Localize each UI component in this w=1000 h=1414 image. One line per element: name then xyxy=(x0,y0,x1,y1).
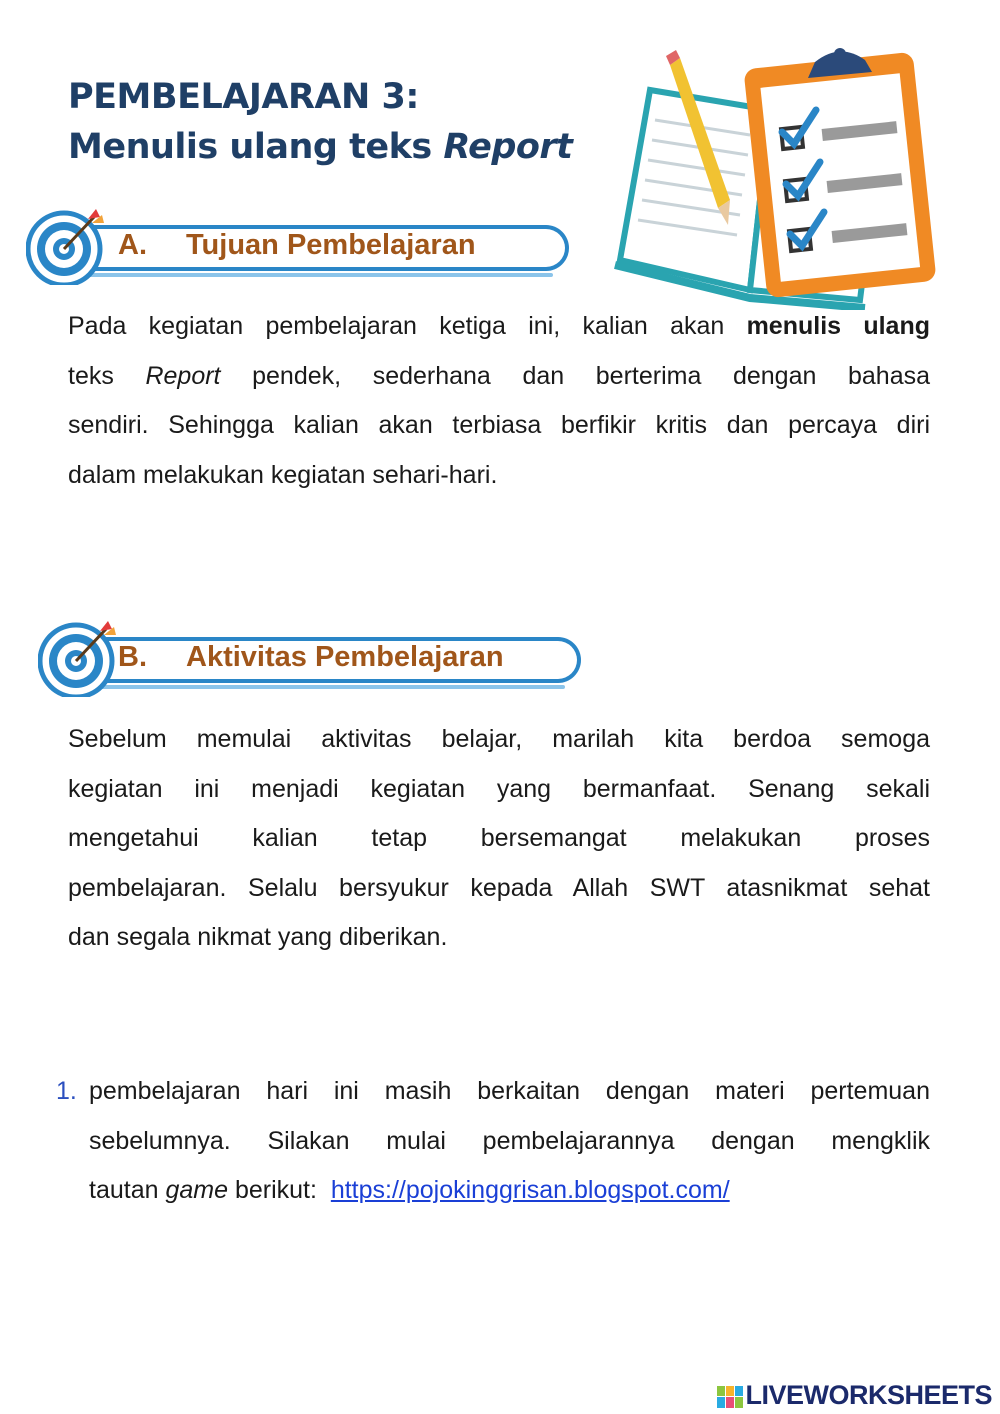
section-a-heading-text: Tujuan Pembelajaran xyxy=(186,229,476,261)
list-text: berikut: xyxy=(228,1176,331,1204)
para-italic-text: Report xyxy=(145,361,221,390)
list-text: tautan xyxy=(89,1176,166,1204)
para-line: kegiatan ini menjadi kegiatan yang bermanfaat. Senang sekali xyxy=(68,774,930,803)
list-line xyxy=(89,1166,930,1216)
checklist-clipboard-illustration xyxy=(610,40,940,310)
section-a-heading xyxy=(26,205,571,285)
section-a-title xyxy=(118,229,476,262)
para-line: sendiri. Sehingga kalian akan terbiasa berfikir kritis dan percaya diri xyxy=(68,411,930,439)
para-text: teks xyxy=(68,361,146,390)
title-line-2-italic: Report xyxy=(443,127,573,167)
section-b-heading-text: Aktivitas Pembelajaran xyxy=(186,641,504,673)
para-line: dan segala nikmat yang diberikan. xyxy=(68,923,448,951)
para-line: pembelajaran. Selalu bersyukur kepada Allah SWT atasnikmat sehat xyxy=(68,873,930,902)
section-a-letter: A. xyxy=(118,229,147,261)
para-line xyxy=(68,302,930,352)
clipboard-icon xyxy=(743,48,936,298)
title-line-2-text: Menulis ulang teks xyxy=(68,127,444,167)
section-b-letter: B. xyxy=(118,641,147,673)
game-link[interactable]: https://pojokinggrisan.blogspot.com/ xyxy=(330,1176,730,1204)
title-line-1: PEMBELAJARAN 3: xyxy=(68,77,419,117)
section-a-paragraph xyxy=(68,302,930,500)
title-line-2 xyxy=(68,122,572,172)
para-bold-text: menulis ulang xyxy=(746,312,930,340)
para-text: pendek, sederhana dan berterima dengan bahasa xyxy=(220,361,931,390)
para-line xyxy=(68,352,930,402)
list-line: pembelajaran hari ini masih berkaitan dengan materi pertemuan xyxy=(89,1077,930,1105)
liveworksheets-logo-icon xyxy=(717,1386,743,1408)
section-b-heading xyxy=(38,617,583,697)
section-b-paragraph xyxy=(68,715,930,963)
list-line: sebelumnya. Silakan mulai pembelajarannya dengan mengklik xyxy=(89,1126,930,1155)
list-number: 1. xyxy=(56,1077,77,1105)
page-title xyxy=(68,72,572,172)
para-text: Pada kegiatan pembelajaran ketiga ini, kalian akan xyxy=(68,312,747,340)
list-italic-text: game xyxy=(165,1176,228,1204)
para-line: dalam melakukan kegiatan sehari-hari. xyxy=(68,460,498,489)
para-line: Sebelum memulai aktivitas belajar, marilah kita berdoa semoga xyxy=(68,725,930,753)
target-icon xyxy=(38,617,128,697)
list-item xyxy=(89,1067,930,1216)
liveworksheets-logo xyxy=(717,1380,992,1408)
para-line: mengetahui kalian tetap bersemangat melakukan proses xyxy=(68,824,930,852)
liveworksheets-brand: LIVEWORKSHEETS xyxy=(745,1380,992,1410)
section-b-title xyxy=(118,641,504,674)
target-icon xyxy=(26,205,116,285)
